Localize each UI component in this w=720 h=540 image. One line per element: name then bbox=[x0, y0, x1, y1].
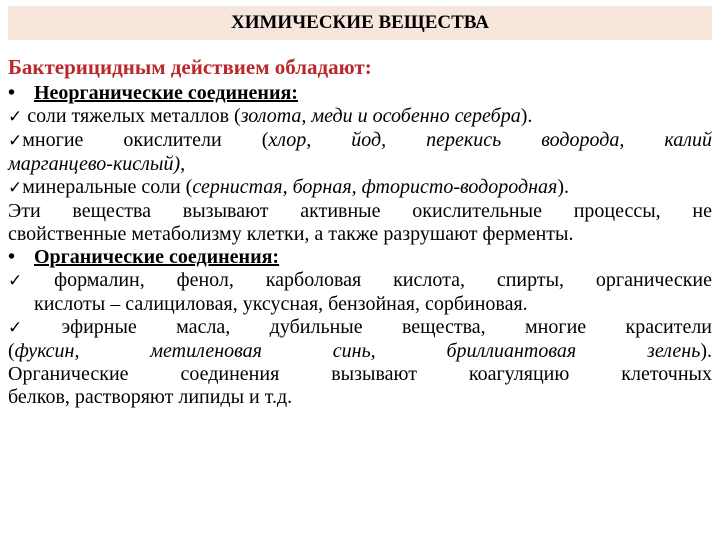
item-examples: сернистая, борная, фтористо-водородная bbox=[192, 176, 558, 198]
item-text: эфирные масла, дубильные вещества, многие красители bbox=[61, 316, 712, 338]
item-examples: хлор, йод, перекись водорода, калий bbox=[268, 129, 712, 151]
item-text: минеральные соли ( bbox=[22, 176, 193, 198]
item-examples: золота, меди и особенно серебра bbox=[240, 105, 521, 127]
inorganic-note-line-1: Эти вещества вызывают активные окислительные процессы, не bbox=[8, 200, 712, 222]
item-text: ( bbox=[8, 340, 15, 362]
organic-item-1-cont: кислоты – салициловая, уксусная, бензойная, сорбиновая. bbox=[34, 293, 528, 315]
organic-item-1 bbox=[8, 269, 712, 293]
organic-item-2-cont bbox=[8, 340, 712, 363]
bullet-icon: • bbox=[8, 246, 16, 268]
check-icon: ✓ bbox=[8, 131, 23, 151]
inorganic-item-2 bbox=[8, 129, 712, 153]
inorganic-heading: Неорганические соединения: bbox=[34, 82, 298, 104]
inorganic-heading-row bbox=[8, 82, 712, 105]
organic-note-line-1: Органические соединения вызывают коагуляцию клеточных bbox=[8, 363, 712, 385]
check-icon: ✓ bbox=[8, 107, 23, 127]
intro-text: Бактерицидным действием обладают: bbox=[8, 55, 372, 79]
item-examples: фуксин, метиленовая синь, бриллиантовая зелень bbox=[14, 340, 701, 362]
slide-content bbox=[8, 56, 712, 409]
inorganic-note-line-2: свойственные метаболизму клетки, а также разрушают ферменты. bbox=[8, 223, 574, 245]
bullet-icon: • bbox=[8, 82, 16, 104]
organic-item-2 bbox=[8, 316, 712, 340]
organic-heading: Органические соединения: bbox=[34, 246, 280, 268]
item-text: многие окислители ( bbox=[22, 129, 269, 151]
organic-note-line-2: белков, растворяют липиды и т.д. bbox=[8, 386, 293, 408]
item-text: формалин, фенол, карболовая кислота, спирты, органические bbox=[54, 269, 713, 291]
check-icon: ✓ bbox=[8, 318, 23, 338]
item-text-end: ). bbox=[700, 340, 712, 362]
item-text: соли тяжелых металлов ( bbox=[27, 105, 241, 127]
inorganic-item-2-cont: марганцево-кислый), bbox=[8, 153, 186, 175]
inorganic-item-1 bbox=[8, 105, 712, 129]
organic-heading-row bbox=[8, 246, 712, 269]
inorganic-item-3 bbox=[8, 176, 712, 200]
title-bar bbox=[8, 6, 712, 40]
check-icon: ✓ bbox=[8, 178, 23, 198]
item-text-end: ). bbox=[520, 105, 533, 127]
item-text-end: ). bbox=[557, 176, 569, 198]
page-title: ХИМИЧЕСКИЕ ВЕЩЕСТВА bbox=[230, 12, 489, 33]
check-icon: ✓ bbox=[8, 271, 23, 291]
